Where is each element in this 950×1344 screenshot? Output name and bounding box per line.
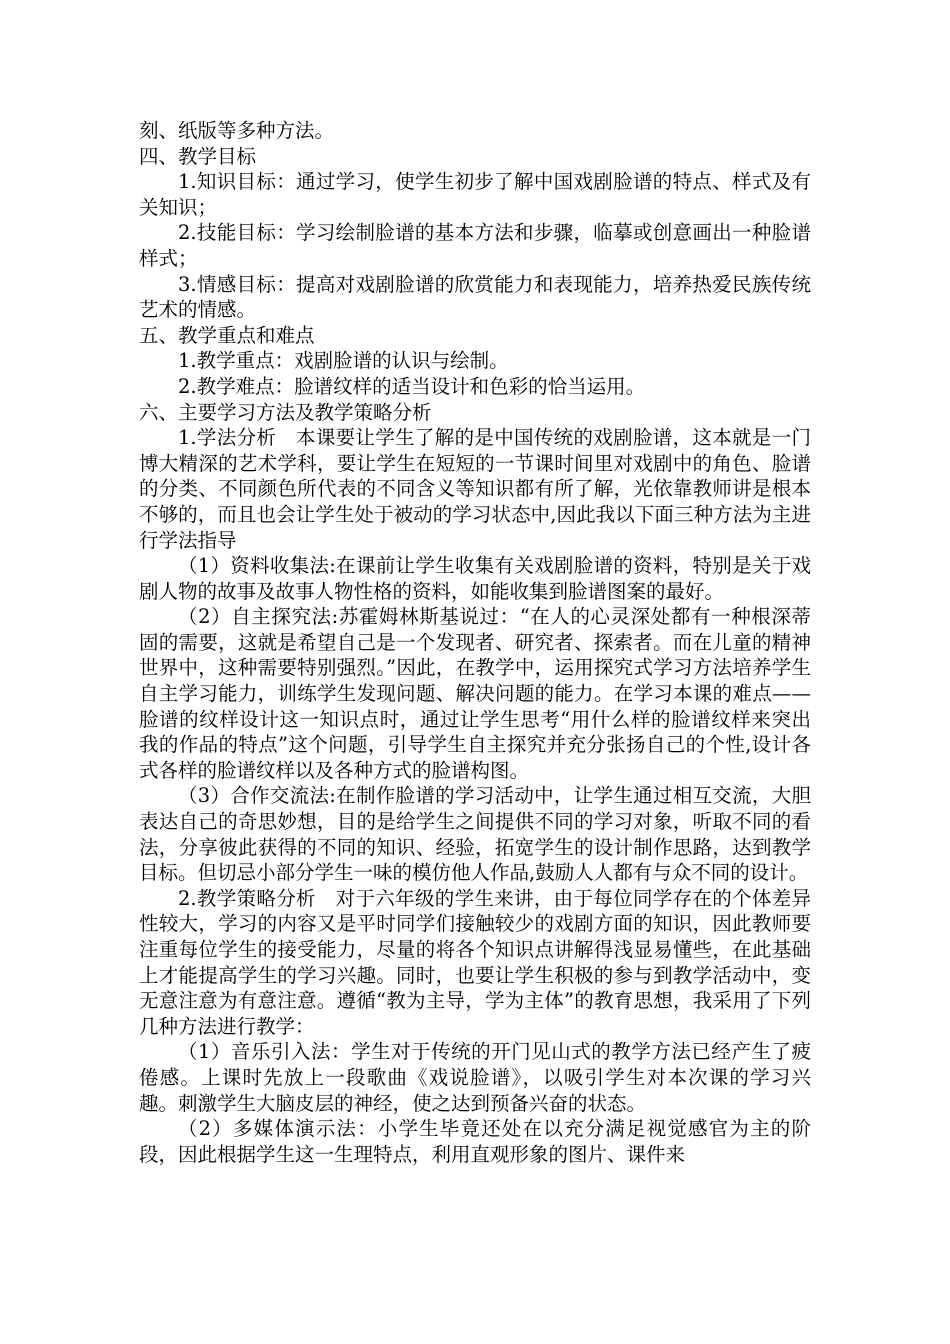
section-heading: 六、主要学习方法及教学策略分析 xyxy=(139,400,432,424)
paragraph: （2）多媒体演示法：小学生毕竟还处在以充分满足视觉感官为主的阶段，因此根据学生这一生理特点，利用直观形象的图片、课件来 xyxy=(139,1117,811,1166)
paragraph: （1）资料收集法:在课前让学生收集有关戏剧脸谱的资料，特别是关于戏剧人物的故事及故事人物性格的资料，如能收集到脸谱图案的最好。 xyxy=(139,554,811,603)
paragraph: 1.教学重点：戏剧脸谱的认识与绘制。 xyxy=(178,349,509,373)
paragraph: 2.教学策略分析 对于六年级的学生来讲，由于每位同学存在的个体差异性较大，学习的内容又是平时同学们接触较少的戏剧方面的知识，因此教师要注重每位学生的接受能力，尽量的将各个知识点讲解得浅显易懂些，在此基础上才能提高学生的学习兴趣。同时，也要让学生积极的参与到教学活动中，变无意注意为有意注意。遵循“教为主导，学为主体”的教育思想，我采用了下列几种方法进行教学： xyxy=(139,886,811,1038)
paragraph: （1）音乐引入法：学生对于传统的开门见山式的教学方法已经产生了疲倦感。上课时先放上一段歌曲《戏说脸谱》，以吸引学生对本次课的学习兴趣。刺激学生大脑皮层的神经，使之达到预备兴奋的状态。 xyxy=(139,1040,811,1115)
section-heading: 四、教学目标 xyxy=(139,144,257,168)
paragraph: 1.学法分析 本课要让学生了解的是中国传统的戏剧脸谱，这本就是一门博大精深的艺术学科，要让学生在短短的一节课时间里对戏剧中的角色、脸谱的分类、不同颜色所代表的不同含义等知识都有所了解，光依靠教师讲是根本不够的，而且也会让学生处于被动的学习状态中,因此我以下面三种方法为主进行学法指导 xyxy=(139,426,811,552)
paragraph: 1.知识目标：通过学习，使学生初步了解中国戏剧脸谱的特点、样式及有关知识； xyxy=(139,170,811,219)
document-page xyxy=(139,118,811,1167)
paragraph: 刻、纸版等多种方法。 xyxy=(139,119,335,142)
paragraph: 2.技能目标：学习绘制脸谱的基本方法和步骤，临摹或创意画出一种脸谱样式； xyxy=(139,221,811,270)
paragraph: 3.情感目标：提高对戏剧脸谱的欣赏能力和表现能力，培养热爱民族传统艺术的情感。 xyxy=(139,272,811,322)
section-heading: 五、教学重点和难点 xyxy=(139,323,315,347)
paragraph: （3）合作交流法:在制作脸谱的学习活动中，让学生通过相互交流，大胆表达自己的奇思妙想，目的是给学生之间提供不同的学习对象，听取不同的看法，分享彼此获得的不同的知识、经验，拓宽学生的设计制作思路，达到教学目标。但切忌小部分学生一味的模仿他人作品,鼓励人人都有与众不同的设计。 xyxy=(139,784,811,885)
paragraph: 2.教学难点：脸谱纹样的适当设计和色彩的恰当运用。 xyxy=(178,374,646,398)
paragraph: （2）自主探究法:苏霍姆林斯基说过：“在人的心灵深处都有一种根深蒂固的需要，这就是希望自己是一个发现者、研究者、探索者。而在儿童的精神世界中，这种需要特别强烈。”因此，在教学中，运用探究式学习方法培养学生自主学习能力，训练学生发现问题、解决问题的能力。在学习本课的难点——脸谱的纹样设计这一知识点时，通过让学生思考“用什么样的脸谱纹样来突出我的作品的特点”这个问题，引导学生自主探究并充分张扬自己的个性,设计各式各样的脸谱纹样以及各种方式的脸谱构图。 xyxy=(139,605,811,782)
